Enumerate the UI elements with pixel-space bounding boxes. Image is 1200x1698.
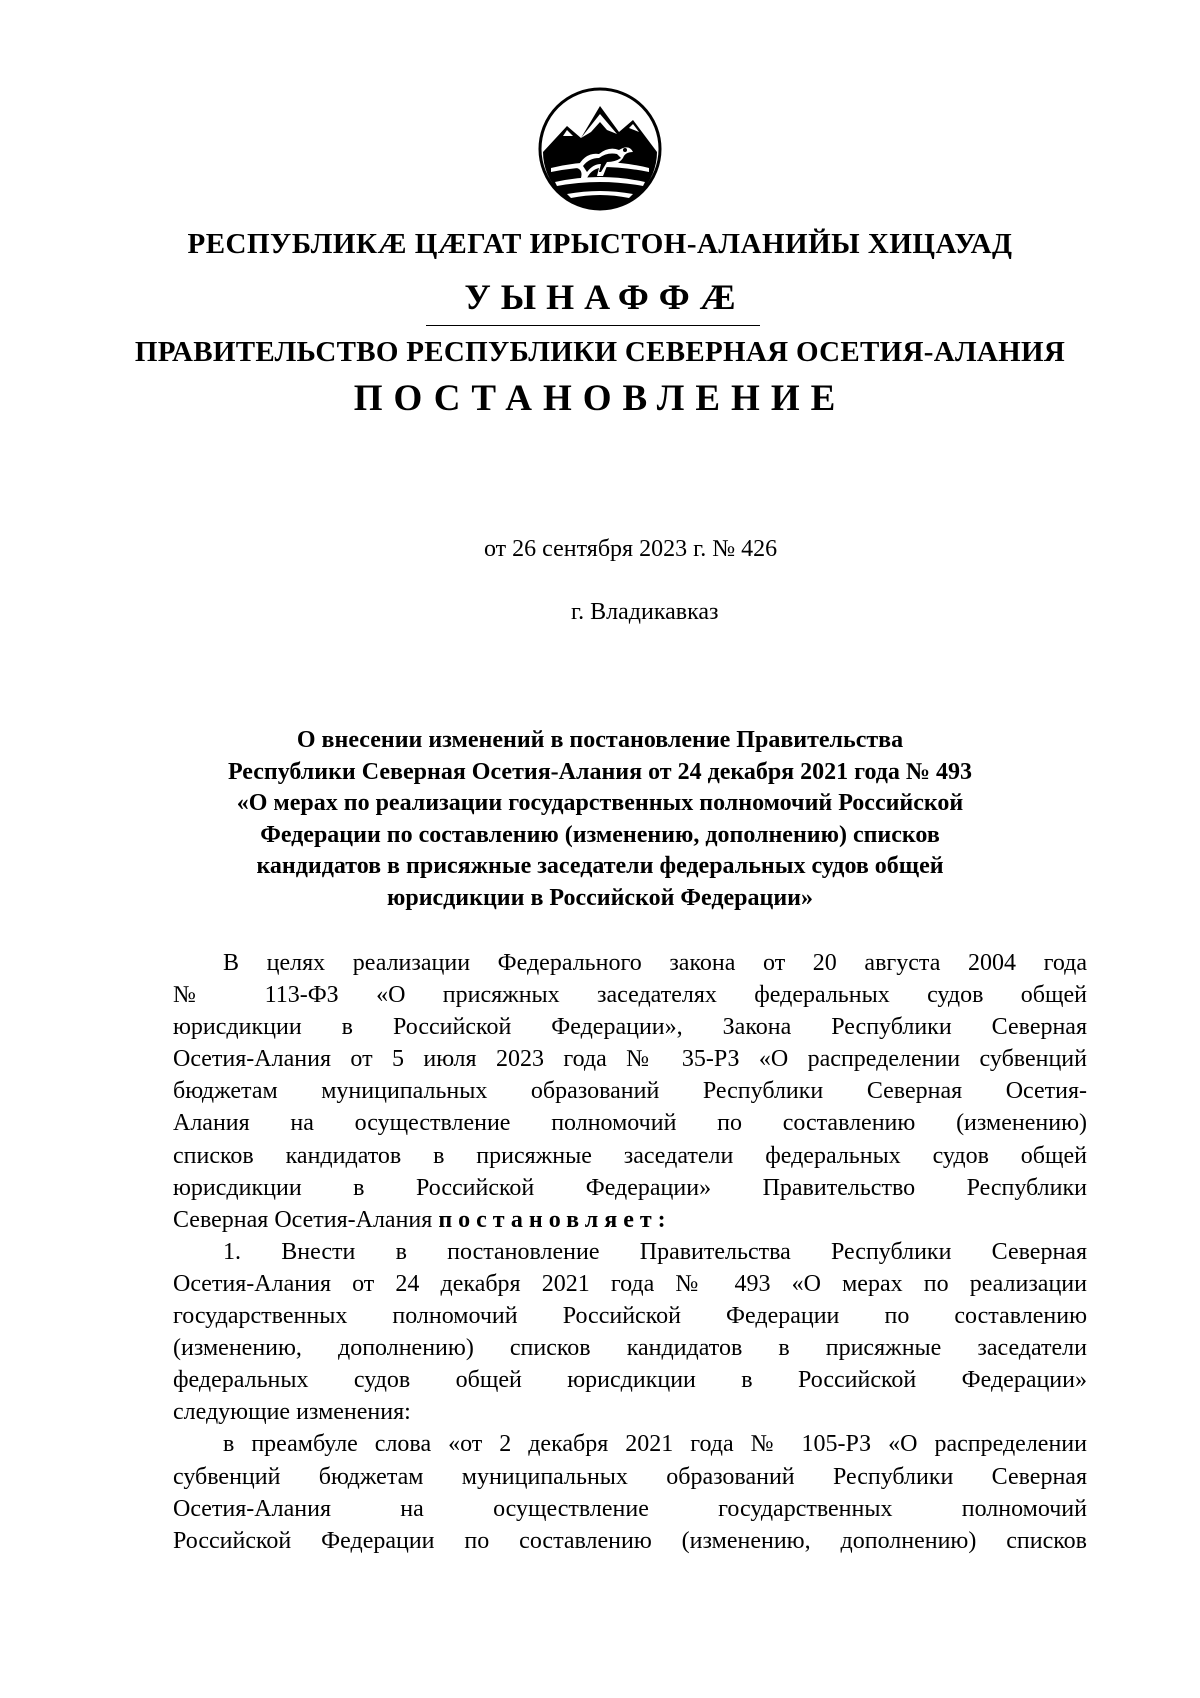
item-1-paragraph [173,1236,1087,1429]
decree-body [173,947,1087,1557]
title-line: Федерации по составлению (изменению, дополнению) списков [260,821,940,848]
body-line: № 113-ФЗ «О присяжных заседателях федеральных судов общей [173,982,1087,1009]
russian-decree-heading: ПОСТАНОВЛЕНИЕ [353,378,847,419]
body-line: бюджетам муниципальных образований Республики Северная Осетия- [173,1078,1087,1105]
body-line: списков кандидатов в присяжные заседатели федеральных судов общей [173,1142,1087,1169]
body-line: Осетия-Алания на осуществление государственных полномочий [173,1495,1087,1522]
body-line: юрисдикции в Российской Федерации», Закона Республики Северная [173,1014,1087,1041]
body-line: Осетия-Алания от 5 июля 2023 года № 35-РЗ «О распределении субвенций [173,1046,1087,1073]
body-line: субвенций бюджетам муниципальных образований Республики Северная [173,1463,1087,1490]
body-line: 1. Внести в постановление Правительства Республики Северная [223,1238,1087,1265]
title-line: «О мерах по реализации государственных полномочий Российской [236,790,964,816]
title-line: кандидатов в присяжные заседатели федеральных судов общей [256,853,944,879]
body-line-prefix: Северная Осетия-Алания [173,1206,439,1233]
russian-authority-heading: ПРАВИТЕЛЬСТВО РЕСПУБЛИКИ СЕВЕРНАЯ ОСЕТИЯ-АЛАНИЯ [134,336,1066,368]
decree-title [150,725,1050,914]
body-line: Российской Федерации по составлению (изменению, дополнению) списков [173,1527,1087,1554]
coat-of-arms-emblem [537,86,663,212]
body-line [173,1204,1087,1236]
title-line: юрисдикции в Российской Федерации» [387,884,813,911]
body-line: (изменению, дополнению) списков кандидатов в присяжные заседатели [173,1335,1087,1362]
decree-city: г. Владикавказ [571,599,719,625]
body-line: Осетия-Алания от 24 декабря 2021 года № 493 «О мерах по реализации [173,1270,1087,1297]
body-line: государственных полномочий Российской Федерации по составлению [173,1303,1087,1330]
body-line: следующие изменения: [173,1399,411,1426]
heading-rule [426,325,760,326]
title-line: Республики Северная Осетия-Алания от 24 декабря 2021 года № 493 [227,758,973,785]
preamble-change-paragraph [173,1428,1087,1556]
body-line: юрисдикции в Российской Федерации» Правительство Республики [173,1174,1087,1201]
decree-date-number: от 26 сентября 2023 г. № 426 [484,536,778,562]
ossetian-authority-heading: РЕСПУБЛИКӔ ЦӔГАТ ИРЫСТОН-АЛАНИЙЫ ХИЦАУАД [187,228,1013,260]
resolves-word: постановляет: [438,1206,672,1233]
body-line: Алания на осуществление полномочий по составлению (изменению) [173,1110,1087,1137]
ossetian-decree-heading [0,276,1200,318]
ossetian-decree-text: УЫНАФФӔ [464,277,746,317]
body-line: федеральных судов общей юрисдикции в Российской Федерации» [173,1367,1087,1394]
body-line: в преамбуле слова «от 2 декабря 2021 года № 105-РЗ «О распределении [223,1431,1087,1458]
body-line: В целях реализации Федерального закона от 20 августа 2004 года [223,950,1087,976]
preamble-paragraph [173,947,1087,1236]
title-line: О внесении изменений в постановление Правительства [296,727,904,753]
